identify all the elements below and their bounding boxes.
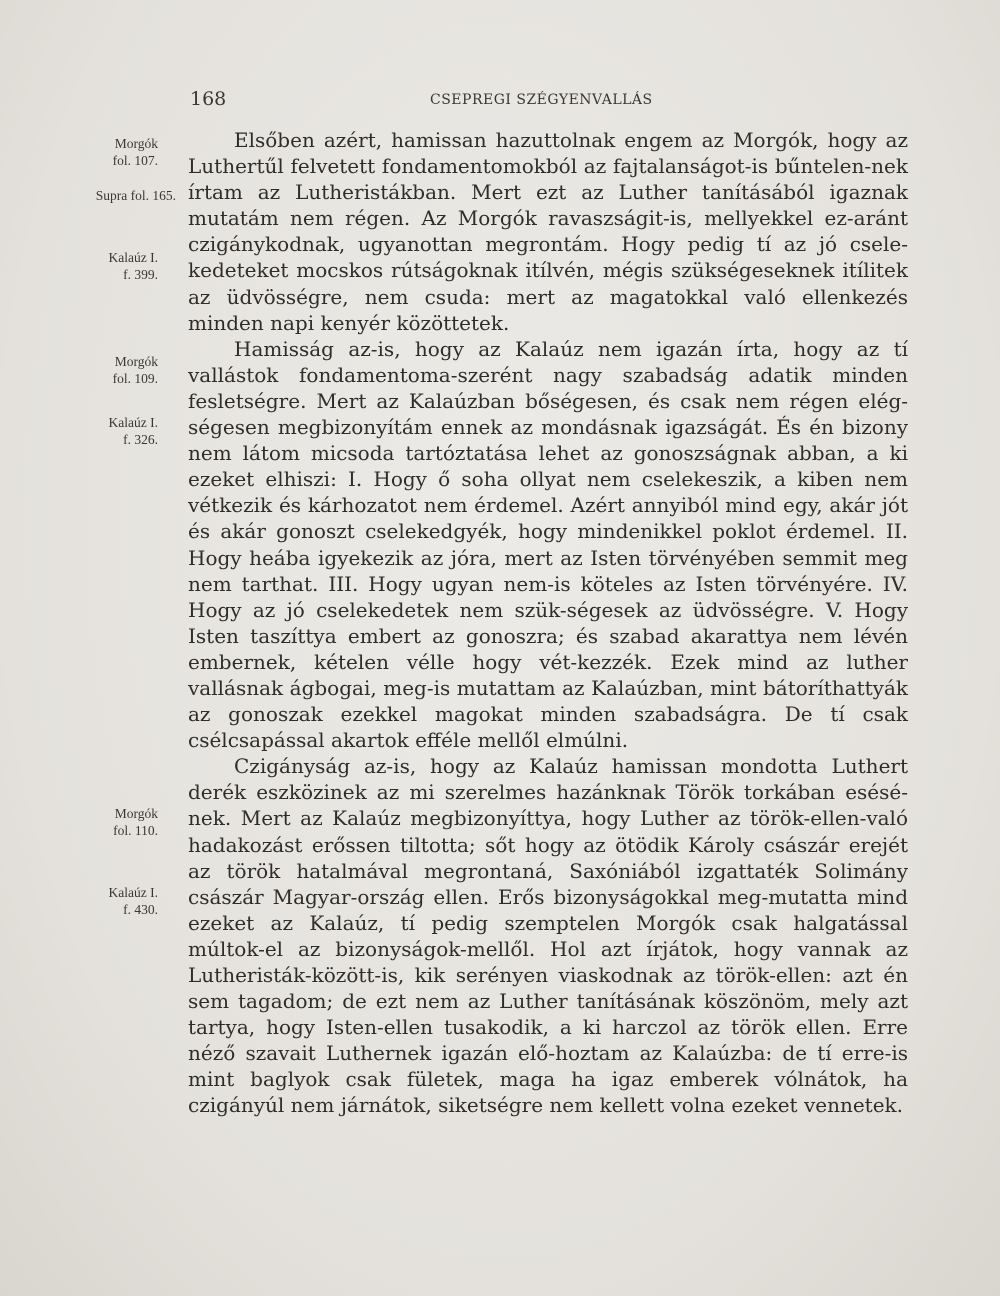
marginal-note	[38, 135, 158, 169]
marginal-note-line: Kalaúz I.	[108, 885, 158, 900]
marginal-note-line: Morgók	[114, 136, 158, 151]
marginal-note	[38, 805, 158, 839]
paragraph: Elsőben azért, hamissan hazuttolnak engem az Morgók, hogy az Luthertűl felvetett fondamentomokból az fajtalanságot-is bűntelen-nek írtam az Lutheristákban. Mert ezt az Luther tanításából igaznak mutatám nem régen. Az Morgók ravaszságit-is, mellyekkel ez-aránt czigánykodnak, ugyanottan megrontám. Hogy pedig tí az jó csele-kedeteket mocskos rútságoknak itílvén, mégis szükségeseknek itílitek az üdvösségre, nem csuda: mert az magatokkal való ellenkezés minden napi kenyér közöttetek.	[188, 128, 908, 335]
marginal-note-line: Kalaúz I.	[108, 250, 158, 265]
marginal-note-line: Supra fol. 165.	[95, 188, 176, 203]
marginal-note	[38, 249, 158, 283]
marginal-note-line: f. 430.	[123, 902, 158, 917]
marginal-note-line: fol. 109.	[112, 371, 158, 386]
marginal-note-line: f. 399.	[123, 267, 158, 282]
marginal-note-line: Morgók	[114, 806, 158, 821]
body-text	[188, 127, 908, 1119]
running-title: CSEPREGI SZÉGYENVALLÁS	[430, 92, 653, 108]
marginal-note	[38, 353, 158, 387]
marginal-note-line: fol. 110.	[113, 823, 158, 838]
marginal-note-line: fol. 107.	[112, 153, 158, 168]
page-number: 168	[190, 88, 227, 110]
marginal-note-line: Kalaúz I.	[108, 415, 158, 430]
marginal-note	[38, 884, 158, 918]
marginal-note-line: Morgók	[114, 354, 158, 369]
paragraph: Hamisság az-is, hogy az Kalaúz nem igazán írta, hogy az tí vallástok fondamentoma-szerént nagy szabadság adatik minden fesletségre. Mert az Kalaúzban bőségesen, és csak nem régen elég-ségesen megbizonyítám ennek az mondásnak igazságát. És én bizony nem látom micsoda tartóztatása lehet az gonoszságnak abban, a ki ezeket elhiszi: I. Hogy ő soha ollyat nem cselekeszik, a kiben nem vétkezik és kárhozatot nem érdemel. Azért annyiból mind egy, akár jót és akár gonoszt cselekedgyék, hogy mindenikkel poklot érdemel. II. Hogy heába igyekezik az jóra, mert az Isten törvényében semmit meg nem tarthat. III. Hogy ugyan nem-is köteles az Isten törvényére. IV. Hogy az jó cselekedetek nem szük-ségesek az üdvösségre. V. Hogy Isten taszíttya embert az gonoszra; és szabad akarattya nem lévén embernek, kételen vélle hogy vét-kezzék. Ezek mind az luther vallásnak ágbogai, meg-is mutattam az Kalaúzban, mint bátoríthattyák az gonoszak ezekkel magokat minden szabadságra. De tí csak csélcsapással akartok efféle mellől elmúlni.	[188, 336, 908, 753]
marginal-note	[56, 187, 176, 204]
paragraph: Czigányság az-is, hogy az Kalaúz hamissan mondotta Luthert derék eszközinek az mi szerelmes hazánknak Török torkában esésé-nek. Mert az Kalaúz megbizonyíttya, hogy Luther az török-ellen-való hadakozást erőssen tiltotta; sőt hogy az ötödik Károly császár erejét az török hatalmával megrontaná, Saxóniából izgattaték Solimány császár Magyar-ország ellen. Erős bizonyságokkal meg-mutatta mind ezeket az Kalaúz, tí pedig szemptelen Morgók csak halgatással múltok-el az bizonyságok-mellől. Hol azt írjátok, hogy vannak az Lutheristák-között-is, kik serényen viaskodnak az török-ellen: azt én sem tagadom; de ezt nem az Luther tanításának köszönöm, mely azt tartya, hogy Isten-ellen tusakodik, a ki harczol az török ellen. Erre néző szavait Luthernek igazán elő-hoztam az Kalaúzba: de tí erre-is mint baglyok csak fületek, maga ha igaz emberek vólnátok, ha czigányúl nem járnátok, siketségre nem kellett volna ezeket vennetek.	[188, 754, 908, 1118]
marginal-note-line: f. 326.	[123, 432, 158, 447]
marginal-note	[38, 414, 158, 448]
page-header	[190, 88, 907, 116]
